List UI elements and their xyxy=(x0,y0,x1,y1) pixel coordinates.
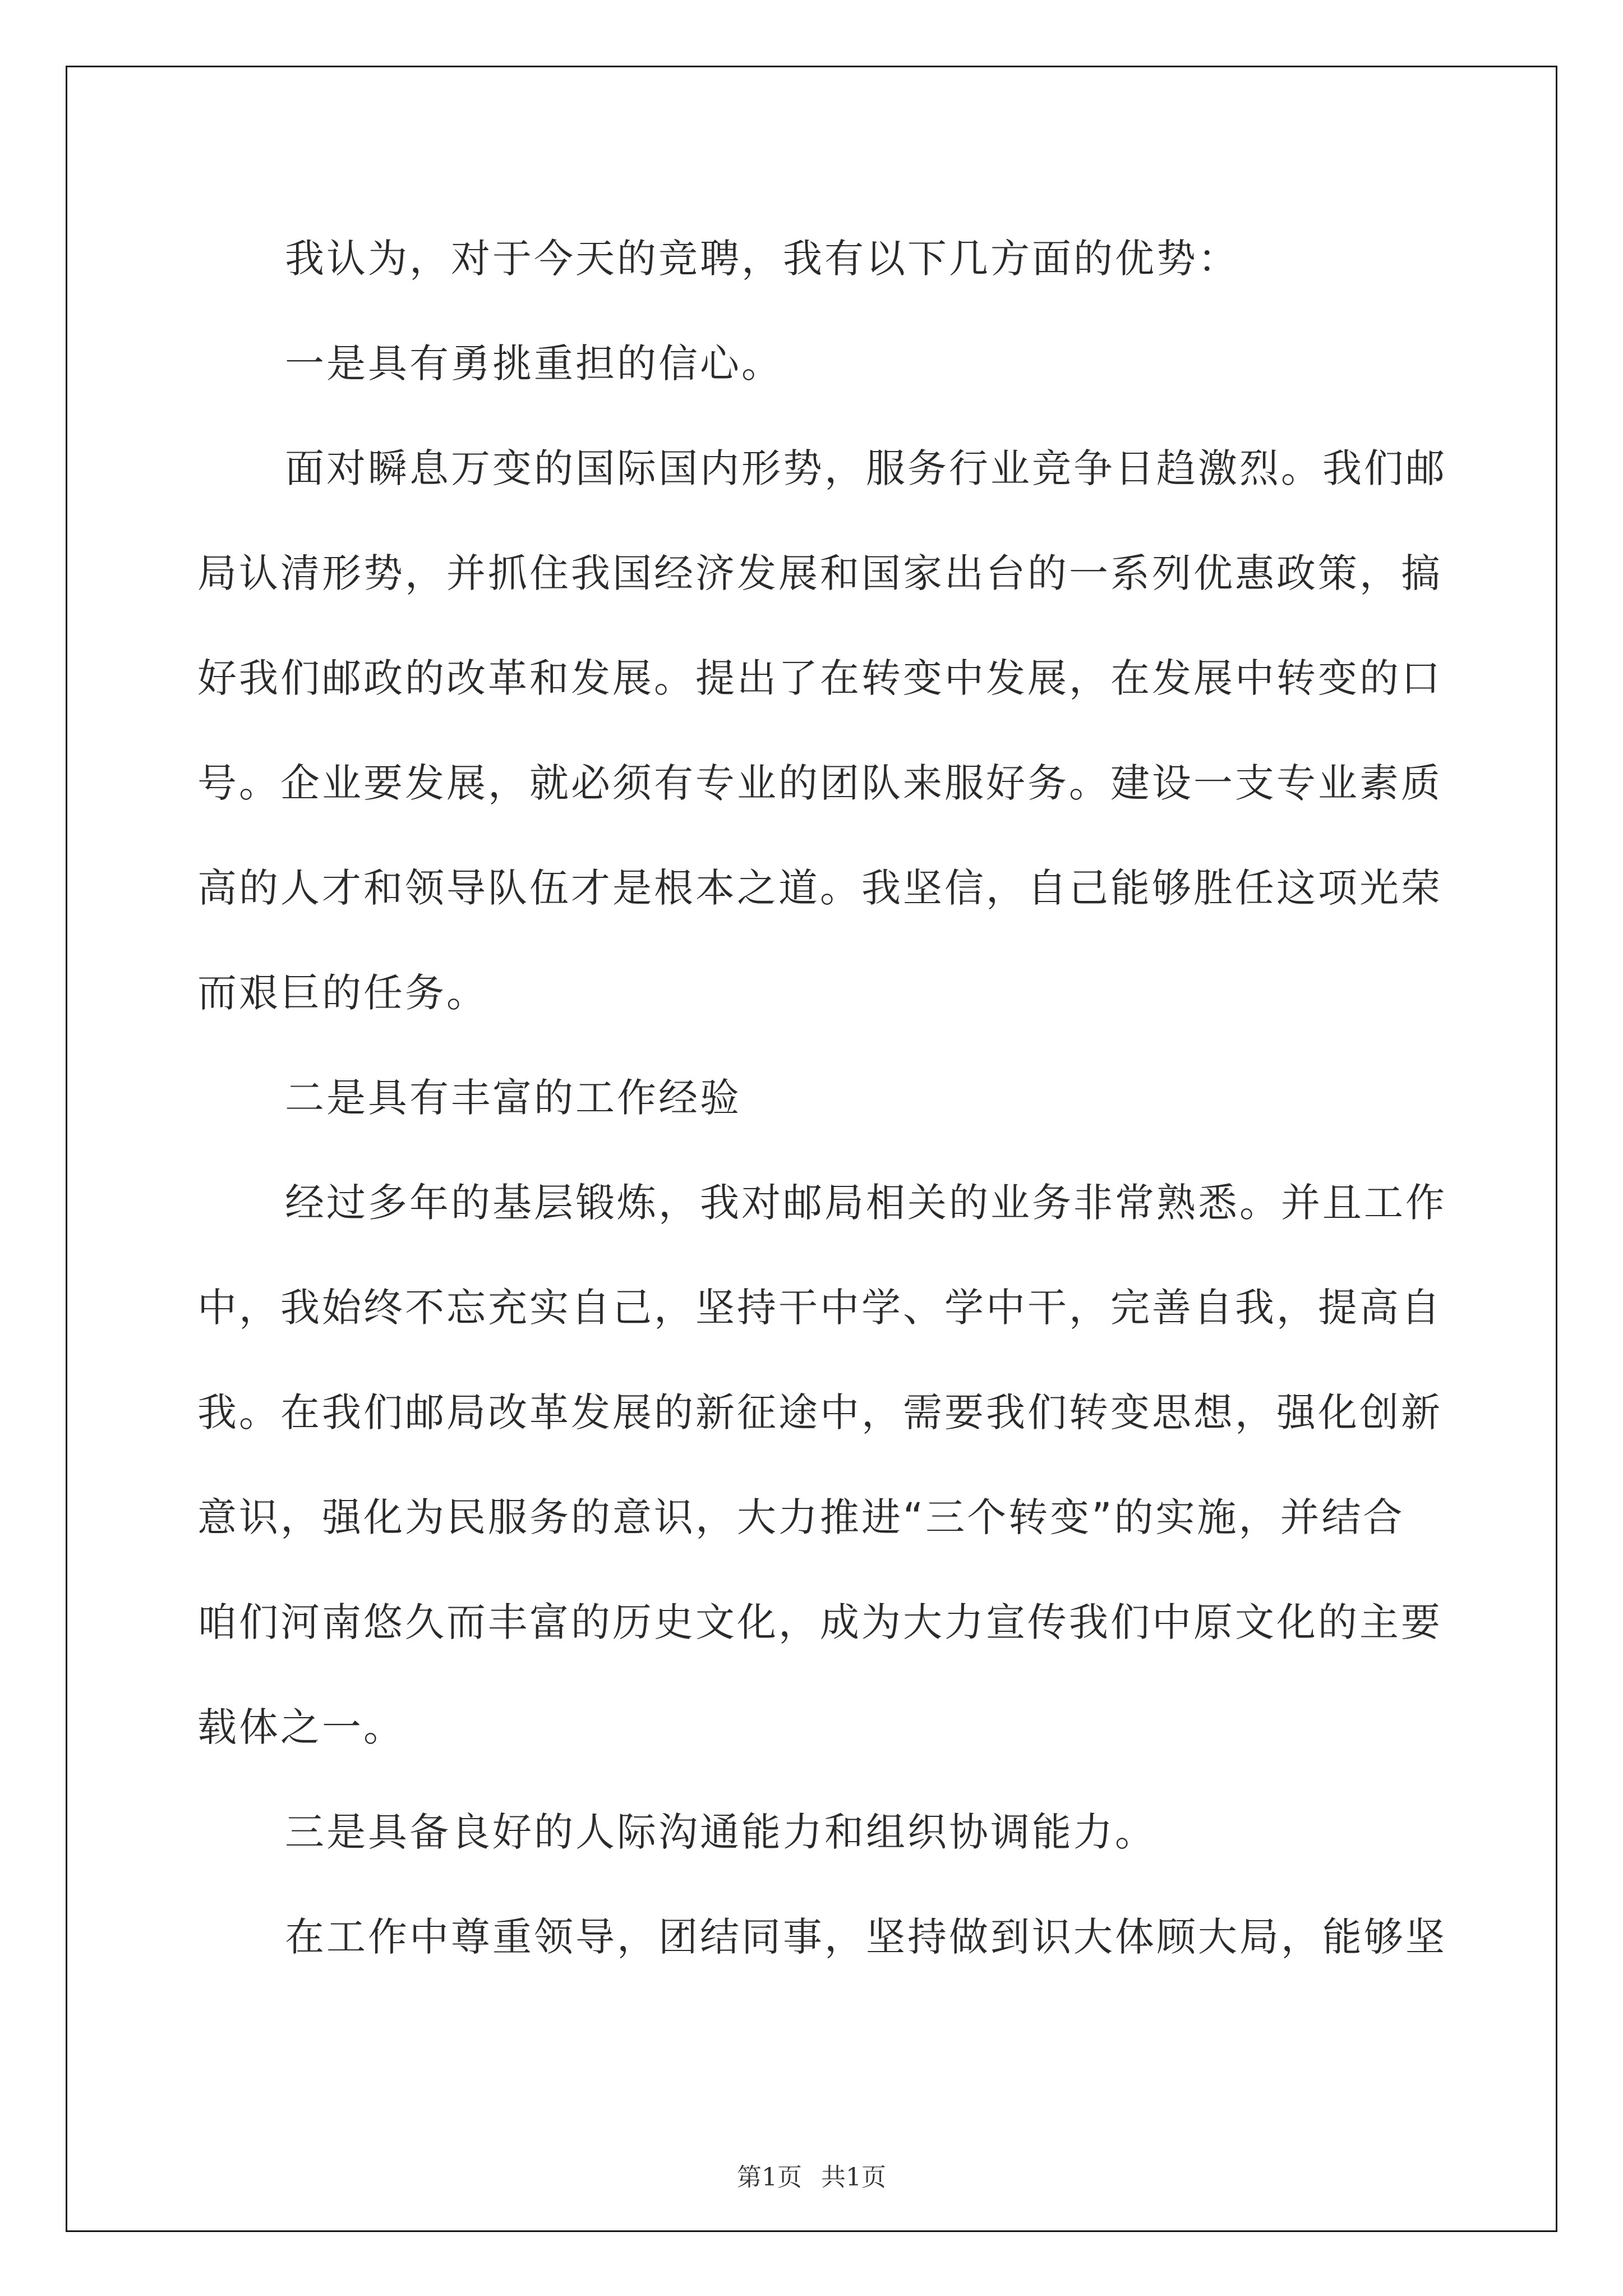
paragraph-line: 好我们邮政的改革和发展。提出了在转变中发展，在发展中转变的口 xyxy=(197,655,1442,701)
paragraph-line: 而艰巨的任务。 xyxy=(197,970,488,1016)
paragraph-line: 经过多年的基层锻炼，我对邮局相关的业务非常熟悉。并且工作 xyxy=(285,1180,1447,1226)
page-number-total: 共1页 xyxy=(821,2163,886,2192)
paragraph-line: 中，我始终不忘充实自己，坚持干中学、学中干，完善自我，提高自 xyxy=(197,1285,1442,1331)
document-body xyxy=(67,67,1556,2230)
paragraph-line: 三是具备良好的人际沟通能力和组织协调能力。 xyxy=(285,1809,1156,1855)
paragraph-line: 在工作中尊重领导，团结同事，坚持做到识大体顾大局，能够坚 xyxy=(285,1914,1447,1960)
page-number-current: 第1页 xyxy=(737,2163,802,2192)
paragraph-line: 我。在我们邮局改革发展的新征途中，需要我们转变思想，强化创新 xyxy=(197,1389,1442,1435)
page-frame xyxy=(66,66,1557,2232)
page-footer xyxy=(67,2161,1556,2194)
paragraph-line: 我认为，对于今天的竞聘，我有以下几方面的优势： xyxy=(285,236,1239,282)
paragraph-line: 咱们河南悠久而丰富的历史文化，成为大力宣传我们中原文化的主要 xyxy=(197,1599,1442,1645)
paragraph-line: 号。企业要发展，就必须有专业的团队来服好务。建设一支专业素质 xyxy=(197,760,1442,806)
paragraph-line: 高的人才和领导队伍才是根本之道。我坚信，自己能够胜任这项光荣 xyxy=(197,865,1442,911)
paragraph-line: 一是具有勇挑重担的信心。 xyxy=(285,341,783,386)
paragraph-line: 二是具有丰富的工作经验 xyxy=(285,1075,741,1121)
paragraph-line: 载体之一。 xyxy=(197,1704,405,1750)
paragraph-line: 意识，强化为民服务的意识，大力推进“三个转变”的实施，并结合 xyxy=(197,1494,1405,1540)
paragraph-line: 局认清形势，并抓住我国经济发展和国家出台的一系列优惠政策，搞 xyxy=(197,550,1442,596)
paragraph-line: 面对瞬息万变的国际国内形势，服务行业竞争日趋激烈。我们邮 xyxy=(285,445,1447,491)
